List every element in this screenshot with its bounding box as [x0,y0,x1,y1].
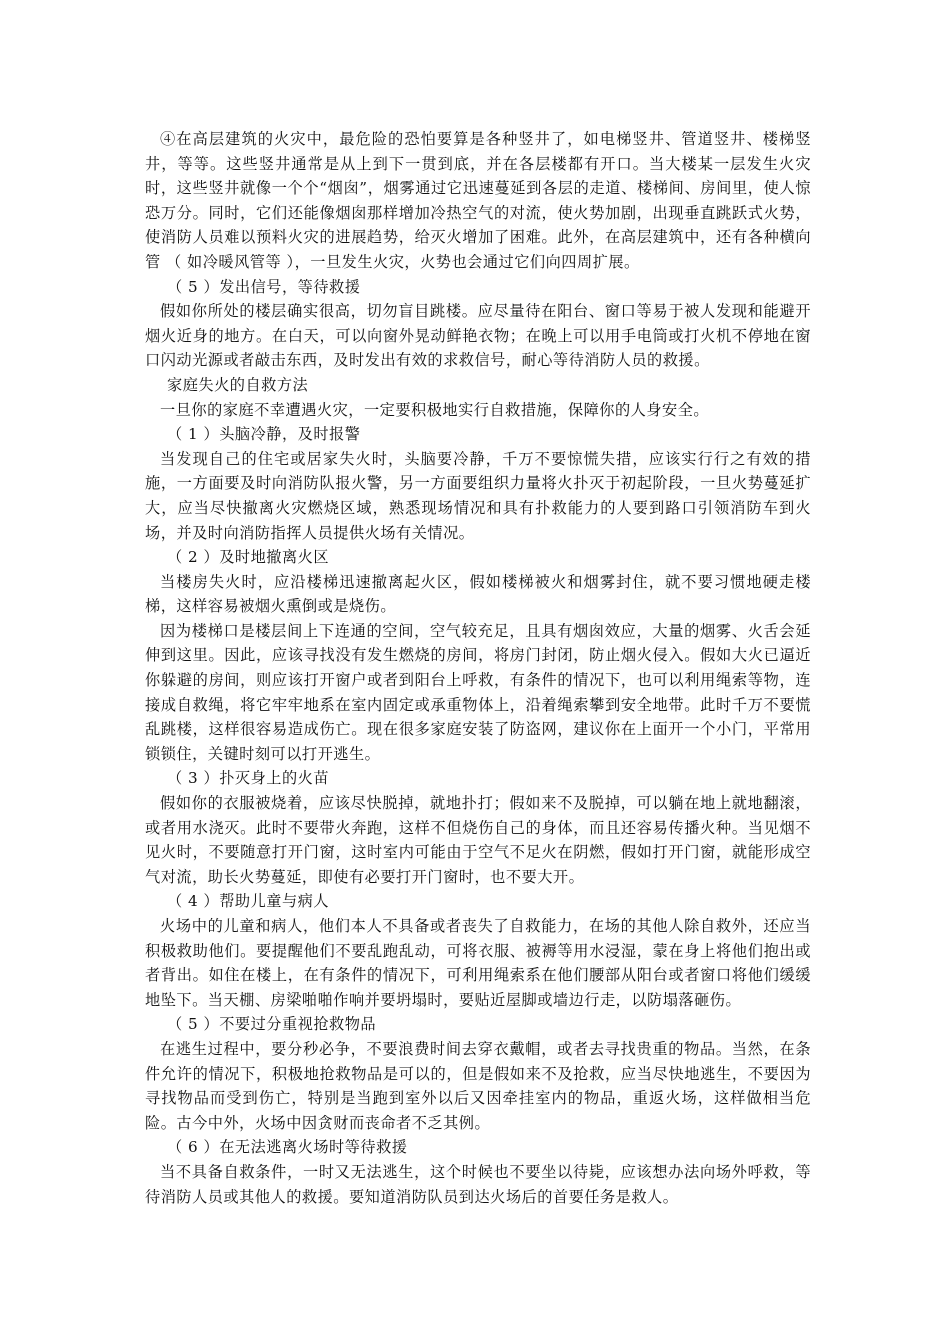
section-heading: （ 6 ）在无法逃离火场时等待救援 [167,1138,408,1157]
paragraph: 当楼房失火时，应沿楼梯迅速撤离起火区，假如楼梯被火和烟雾封住，就不要习惯地硬走楼梯，这样容易被烟火熏倒或是烧伤。 [145,572,811,616]
section-heading: （ 3 ）扑灭身上的火苗 [167,769,330,788]
section-heading: （ 5 ）发出信号，等待救援 [167,277,361,296]
section-heading: （ 1 ）头脑冷静，及时报警 [167,425,361,444]
section-heading: （ 2 ）及时地撤离火区 [167,548,330,567]
paragraph: 在逃生过程中，要分秒必争，不要浪费时间去穿衣戴帽，或者去寻找贵重的物品。当然，在条件允许的情况下，积极地抢救物品是可以的，但是假如来不及抢救，应当尽快地逃生，不要因为寻找物品而受到伤亡，特别是当跑到室外以后又因牵挂室内的物品，重返火场，这样做相当危险。古今中外，火场中因贪财而丧命者不乏其例。 [145,1039,811,1132]
section-heading: （ 5 ）不要过分重视抢救物品 [167,1015,377,1034]
paragraph: 假如你的衣服被烧着，应该尽快脱掉，就地扑打；假如来不及脱掉，可以躺在地上就地翻滚，或者用水浇灭。此时不要带火奔跑，这样不但烧伤自己的身体，而且还容易传播火种。当见烟不见火时，不要随意打开门窗，这时室内可能由于空气不足火在阴燃，假如打开门窗，就能形成空气对流，助长火势蔓延，即使有必要打开门窗时，也不要大开。 [145,794,811,886]
paragraph: 当不具备自救条件，一时又无法逃生，这个时候也不要坐以待毙，应该想办法向场外呼救，等待消防人员或其他人的救援。要知道消防队员到达火场后的首要任务是救人。 [145,1162,811,1206]
paragraph: 假如你所处的楼层确实很高，切勿盲目跳楼。应尽量待在阳台、窗口等易于被人发现和能避开烟火近身的地方。在白天，可以向窗外晃动鲜艳衣物；在晚上可以用手电筒或打火机不停地在窗口闪动光源或者敲击东西，及时发出有效的求救信号，耐心等待消防人员的救援。 [145,302,811,370]
section-heading: 家庭失火的自救方法 [167,375,309,394]
paragraph: ④在高层建筑的火灾中，最危险的恐怕要算是各种竖井了，如电梯竖井、管道竖井、楼梯竖井，等等。这些竖井通常是从上到下一贯到底，并在各层楼都有开口。当大楼某一层发生火灾时，这些竖井就像一个个“烟囱”，烟雾通过它迅速蔓延到各层的走道、楼梯间、房间里，使人惊恐万分。同时，它们还能像烟囱那样增加冷热空气的对流，使火势加剧，出现垂直跳跃式火势，使消防人员难以预料火灾的进展趋势，给灭火增加了困难。此外，在高层建筑中，还有各种横向管 （ 如冷暖风管等 ），一旦发生火灾，火势也会通过它们向四周扩展。 [145,130,811,271]
document-page [145,127,811,1209]
paragraph: 当发现自己的住宅或居家失火时，头脑要冷静，千万不要惊慌失措，应该实行行之有效的措施，一方面要及时向消防队报火警，另一方面要组织力量将火扑灭于初起阶段，一旦火势蔓延扩大，应当尽快撤离火灾燃烧区域，熟悉现场情况和具有扑救能力的人要到路口引领消防车到火场，并及时向消防指挥人员提供火场有关情况。 [145,449,811,542]
paragraph: 火场中的儿童和病人，他们本人不具备或者丧失了自救能力，在场的其他人除自救外，还应当积极救助他们。要提醒他们不要乱跑乱动，可将衣服、被褥等用水浸湿，蒙在身上将他们抱出或者背出。如住在楼上，在有条件的情况下，可利用绳索系在他们腰部从阳台或者窗口将他们缓缓地坠下。当天棚、房梁啪啪作响并要坍塌时，要贴近屋脚或墙边行走，以防塌落砸伤。 [145,917,811,1009]
paragraph: 一旦你的家庭不幸遭遇火灾，一定要积极地实行自救措施，保障你的人身安全。 [160,400,710,419]
paragraph: 因为楼梯口是楼层间上下连通的空间，空气较充足，且具有烟囱效应，大量的烟雾、火舌会延伸到这里。因此，应该寻找没有发生燃烧的房间，将房门封闭，防止烟火侵入。假如大火已逼近你躲避的房间，则应该打开窗户或者到阳台上呼救，有条件的情况下，也可以利用绳索等物，连接成自救绳，将它牢牢地系在室内固定或承重物体上，沿着绳索攀到安全地带。此时千万不要慌乱跳楼，这样很容易造成伤亡。现在很多家庭安装了防盗网，建议你在上面开一个小门，平常用锁锁住，关键时刻可以打开逃生。 [145,621,811,763]
section-heading: （ 4 ）帮助儿童与病人 [167,892,330,911]
